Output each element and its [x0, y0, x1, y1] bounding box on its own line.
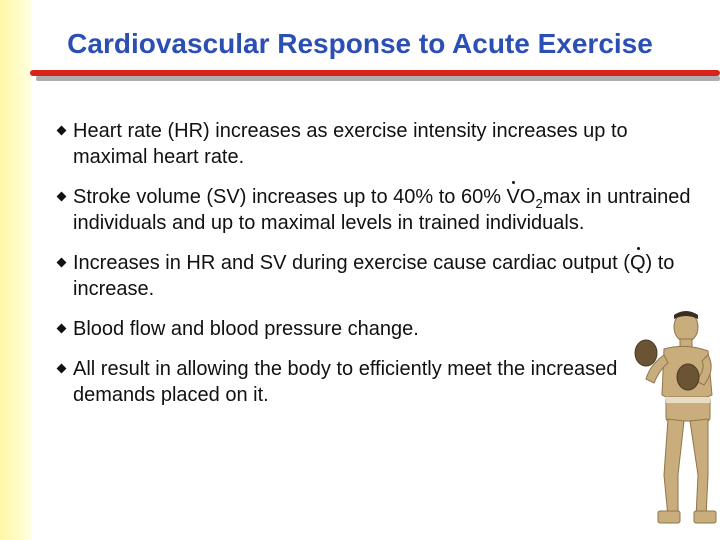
bullet-blood-flow	[56, 316, 696, 342]
diamond-bullet-icon	[57, 126, 67, 136]
bullet-all-result	[56, 356, 643, 408]
boxer-image	[628, 305, 720, 529]
diamond-bullet-icon	[57, 192, 67, 202]
vo2-dot-v: V	[506, 186, 520, 208]
diamond-bullet-icon	[57, 364, 67, 374]
slide-title: Cardiovascular Response to Acute Exercise	[67, 28, 653, 59]
bullet-text-pre: Increases in HR and SV during exercise cause cardiac output (	[73, 252, 630, 274]
underline-red-bar	[30, 70, 720, 76]
bullet-text: All result in allowing the body to efficiently meet the increased demands placed on it.	[73, 358, 618, 406]
diamond-bullet-icon	[57, 258, 67, 268]
bullet-text: Heart rate (HR) increases as exercise intensity increases up to maximal heart rate.	[73, 120, 628, 168]
q-dot: Q	[629, 252, 646, 274]
bullet-stroke-volume	[56, 184, 696, 236]
bullet-list	[56, 118, 696, 422]
underline-shadow	[36, 76, 720, 81]
left-accent-bar	[0, 0, 31, 540]
vo2-o: O	[519, 186, 536, 208]
bullet-text-post: max in untrained individuals and up to maximal levels in trained individuals.	[73, 186, 691, 234]
diamond-bullet-icon	[57, 324, 67, 334]
bullet-text-pre: Stroke volume (SV) increases up to 40% to 60%	[73, 186, 507, 208]
bullet-cardiac-output	[56, 250, 696, 302]
bullet-heart-rate	[56, 118, 696, 170]
bullet-text-post: ) to increase.	[73, 252, 675, 300]
bullet-text: Blood flow and blood pressure change.	[73, 318, 419, 340]
vo2-subscript: 2	[535, 196, 543, 211]
title-underline	[30, 70, 720, 81]
